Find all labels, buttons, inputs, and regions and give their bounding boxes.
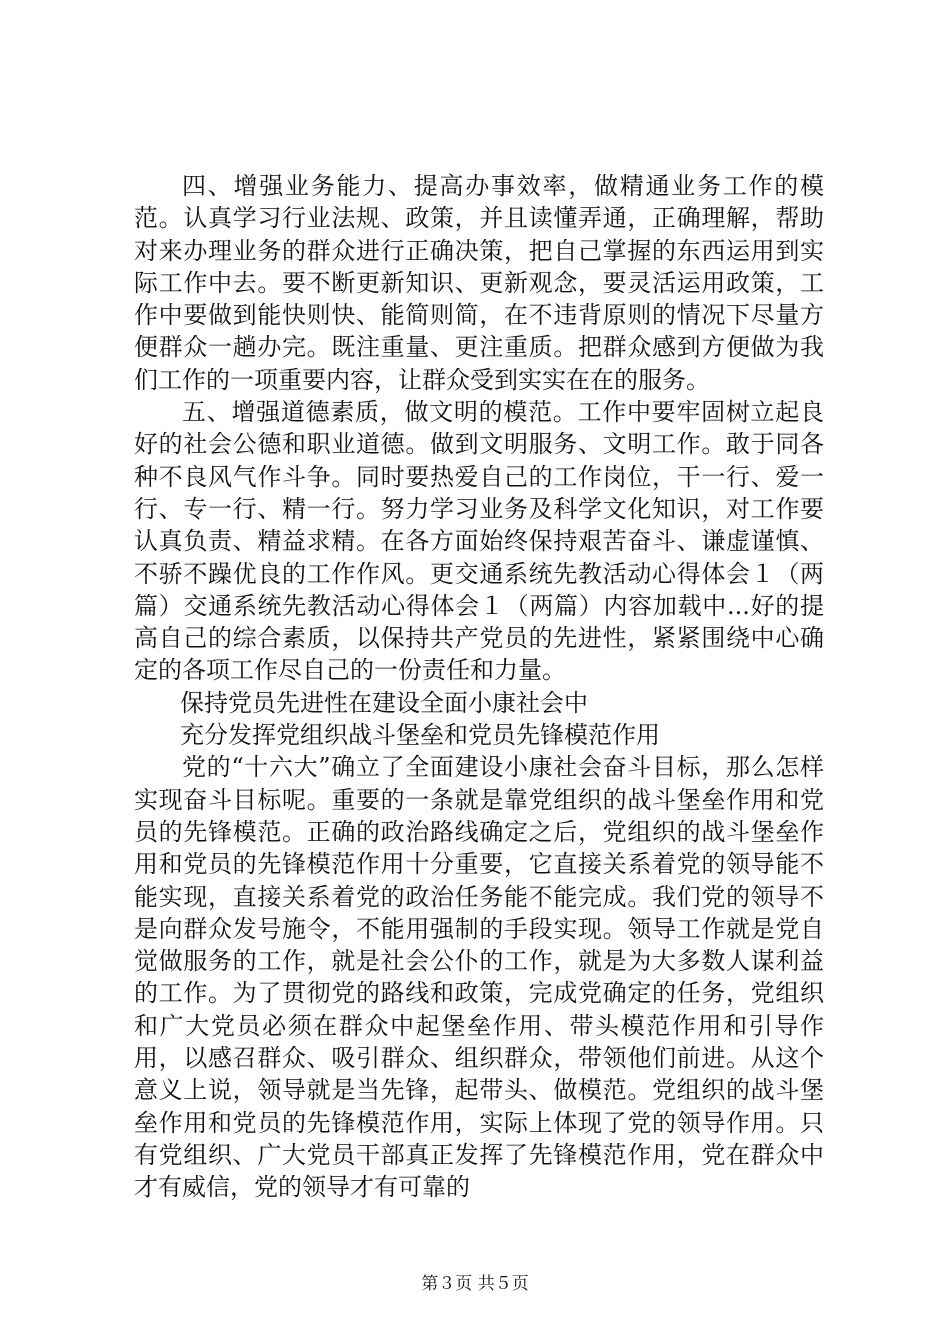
section-heading-line-1: 保持党员先进性在建设全面小康社会中 xyxy=(180,688,588,717)
paragraph-business-ability: 四、增强业务能力、提高办事效率，做精通业务工作的模范。认真学习行业法规、政策，并且读懂弄通，正确理解，帮助对来办理业务的群众进行正确决策，把自己掌握的东西运用到实际工作中去。要不断更新知识、更新观念，要灵活运用政策，工作中要做到能快则快、能简则简，在不违背原则的情况下尽量方便群众一趟办完。既注重量、更注重质。把群众感到方便做为我们工作的一项重要内容，让群众受到实实在在的服务。 xyxy=(134,172,824,394)
paragraph-party-role: 党的“十六大”确立了全面建设小康社会奋斗目标，那么怎样实现奋斗目标呢。重要的一条就是靠党组织的战斗堡垒作用和党员的先锋模范。正确的政治路线确定之后，党组织的战斗堡垒作用和党员的先锋模范作用十分重要，它直接关系着党的领导能不能实现，直接关系着党的政治任务能不能完成。我们党的领导不是向群众发号施令，不能用强制的手段实现。领导工作就是党自觉做服务的工作，就是社会公仆的工作，就是为大多数人谋利益的工作。为了贯彻党的路线和政策，完成党确定的任务，党组织和广大党员必须在群众中起堡垒作用、带头模范作用和引导作用，以感召群众、吸引群众、组织群众，带领他们前进。从这个意义上说，领导就是当先锋，起带头、做模范。党组织的战斗堡垒作用和党员的先锋模范作用，实际上体现了党的领导作用。只有党组织、广大党员干部真正发挥了先锋模范作用，党在群众中才有威信，党的领导才有可靠的 xyxy=(134,753,824,1202)
section-heading-line-2: 充分发挥党组织战斗堡垒和党员先锋模范作用 xyxy=(180,721,660,750)
document-body xyxy=(134,170,824,1204)
paragraph-moral-quality: 五、增强道德素质，做文明的模范。工作中要牢固树立起良好的社会公德和职业道德。做到文明服务、文明工作。敢于同各种不良风气作斗争。同时要热爱自己的工作岗位，干一行、爱一行、专一行、精一行。努力学习业务及科学文化知识，对工作要认真负责、精益求精。在各方面始终保持艰苦奋斗、谦虚谨慎、不骄不躁优良的工作作风。更交通系统先教活动心得体会１（两篇）交通系统先教活动心得体会１（两篇）内容加载中...好的提高自己的综合素质，以保持共产党员的先进性，紧紧围绕中心确定的各项工作尽自己的一份责任和力量。 xyxy=(134,398,824,685)
page-number-footer: 第３页 共５页 xyxy=(421,1274,529,1294)
